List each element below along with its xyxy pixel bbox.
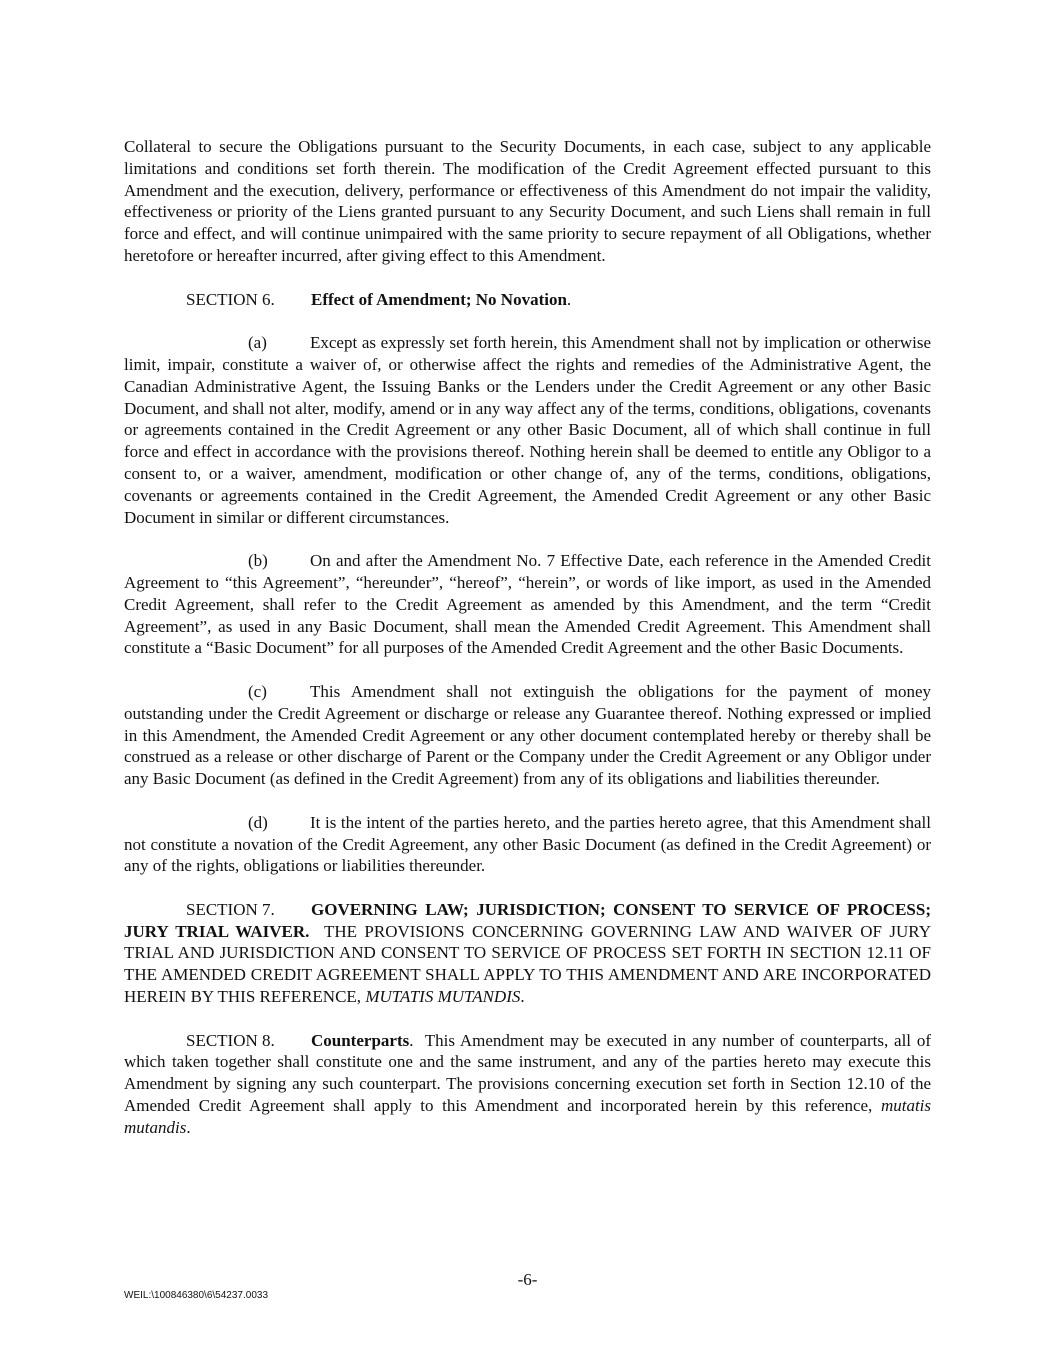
document-page xyxy=(124,136,931,1139)
clause-text: This Amendment shall not extinguish the obligations for the payment of money outstanding under the Credit Agreement or discharge or release any Guarantee thereof. Nothing expressed or implied in this Amendment, the Amended Credit Agreement or any other document contemplated hereby or thereby shall be construed as a release or other discharge of Parent or the Company under the Credit Agreement or any Obligor under any Basic Document (as defined in the Credit Agreement) from any of its obligations and liabilities thereunder. xyxy=(124,681,931,789)
section-6d-paragraph xyxy=(124,812,931,877)
section-8-period: . xyxy=(186,1117,191,1137)
section-6-heading xyxy=(124,289,931,311)
clause-label: (d) xyxy=(248,812,268,832)
section-6b-paragraph xyxy=(124,550,931,659)
section-8-latin: mutatis mutandis xyxy=(124,1096,932,1137)
section-6-title-period: . xyxy=(566,289,572,309)
section-8-title-period: . xyxy=(409,1030,414,1050)
section-7-paragraph xyxy=(124,899,931,1008)
section-7-number: SECTION 7. xyxy=(186,899,275,919)
section-8-text: This Amendment may be executed in any number of counterparts, all of which taken together shall constitute one and the same instrument, and any of the parties hereto may execute this Amendment by signing any such counterpart. The provisions concerning execution set forth in Section 12.10 of the Amended Credit Agreement shall apply to this Amendment and incorporated herein by this reference, xyxy=(124,1030,931,1116)
clause-text: It is the intent of the parties hereto, and the parties hereto agree, that this Amendment shall not constitute a novation of the Credit Agreement, any other Basic Document (as defined in the Credit Agreement) or any of the rights, obligations or liabilities thereunder. xyxy=(124,812,931,876)
continuation-paragraph: Collateral to secure the Obligations pursuant to the Security Documents, in each case, subject to any applicable limitations and conditions set forth therein. The modification of the Credit Agreement effected pursuant to this Amendment and the execution, delivery, performance or effectiveness of this Amendment do not impair the validity, effectiveness or priority of the Liens granted pursuant to any Security Document, and such Liens shall remain in full force and effect, and will continue unimpaired with the same priority to secure repayment of all Obligations, whether heretofore or hereafter incurred, after giving effect to this Amendment. xyxy=(124,137,931,265)
section-6-title: Effect of Amendment; No Novation xyxy=(311,289,567,309)
section-8-paragraph xyxy=(124,1030,931,1139)
clause-label: (b) xyxy=(248,551,268,571)
clause-text: Except as expressly set forth herein, this Amendment shall not by implication or otherwise limit, impair, constitute a waiver of, or otherwise affect the rights and remedies of the Administrative Agent, the Canadian Administrative Agent, the Issuing Banks or the Lenders under the Credit Agreement or any other Basic Document, and shall not alter, modify, amend or in any way affect any of the terms, conditions, obligations, covenants or agreements contained in the Credit Agreement or any other Basic Document, all of which shall continue in full force and effect in accordance with the provisions thereof. Nothing herein shall be deemed to entitle any Obligor to a consent to, or a waiver, amendment, modification or other change of, any of the terms, conditions, obligations, covenants or agreements contained in the Credit Agreement, the Amended Credit Agreement or any other Basic Document in similar or different circumstances. xyxy=(124,333,931,527)
section-7-text: THE PROVISIONS CONCERNING GOVERNING LAW AND WAIVER OF JURY TRIAL AND JURISDICTION AND CONSENT TO SERVICE OF PROCESS SET FORTH IN SECTION 12.11 OF THE AMENDED CREDIT AGREEMENT SHALL APPLY TO THIS AMENDMENT AND ARE INCORPORATED HEREIN BY THIS REFERENCE, xyxy=(124,921,931,1007)
section-6-number: SECTION 6. xyxy=(186,289,275,309)
clause-label: (c) xyxy=(248,681,267,701)
page-number: -6- xyxy=(517,1270,538,1289)
section-8-number: SECTION 8. xyxy=(186,1030,275,1050)
section-6a-paragraph xyxy=(124,332,931,528)
section-7-title: GOVERNING LAW; JURISDICTION; CONSENT TO SERVICE OF PROCESS; JURY TRIAL WAIVER. xyxy=(124,899,931,941)
section-7-latin: MUTATIS MUTANDIS xyxy=(365,987,521,1007)
clause-text: On and after the Amendment No. 7 Effective Date, each reference in the Amended Credit Agreement to “this Agreement”, “hereunder”, “hereof”, “herein”, or words of like import, as used in the Amended Credit Agreement, shall refer to the Credit Agreement as amended by this Amendment, and the term “Credit Agreement”, as used in any Basic Document, shall mean the Amended Credit Agreement. This Amendment shall constitute a “Basic Document” for all purposes of the Amended Credit Agreement and the other Basic Documents. xyxy=(124,551,931,658)
section-7-period: . xyxy=(520,987,525,1007)
section-8-title: Counterparts xyxy=(311,1030,410,1050)
clause-label: (a) xyxy=(248,333,267,353)
section-6c-paragraph xyxy=(124,681,931,790)
document-id: WEIL:\100846380\6\54237.0033 xyxy=(124,1290,269,1301)
